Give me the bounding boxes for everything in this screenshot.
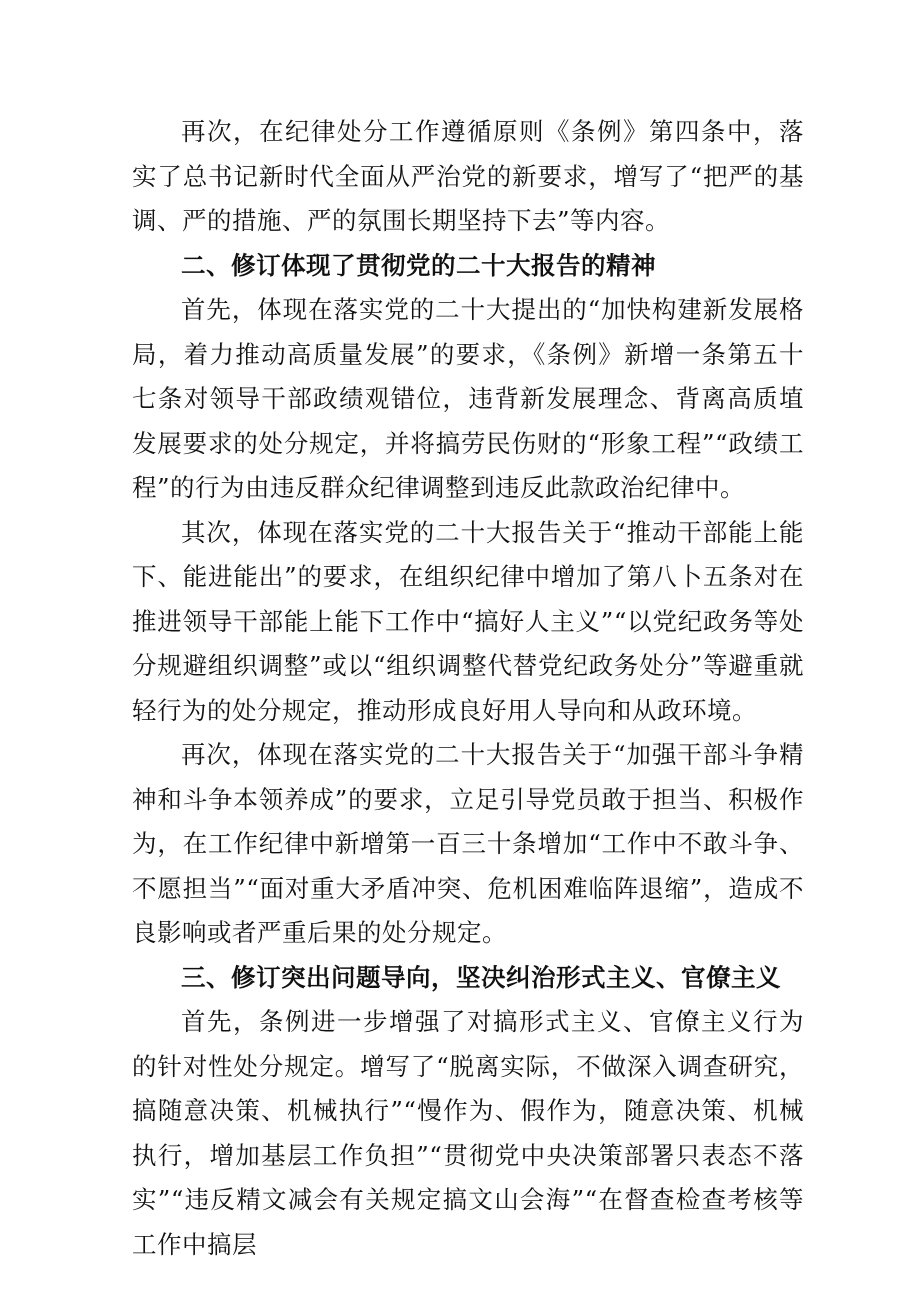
paragraph: 首先，体现在落实党的二十大提出的“加快构建新发展格局，着力推动高质量发展”的要求，《条例》新增一条第五十七条对领导干部政绩观错位，违背新发展理念、背离高质埴发展要求的处分规定，并将搞劳民伤财的“形象工程”“政绩工程”的行为由违反群众纪律调整到违反此款政治纪律中。: [132, 295, 804, 502]
section-heading: 三、修订突出问题导向，坚决纠治形式主义、官僚主义: [181, 962, 781, 992]
section-heading: 二、修订体现了贯彻党的二十大报告的精神: [181, 250, 656, 280]
paragraph: 再次，在纪律处分工作遵循原则《条例》第四条中，落实了总书记新时代全面从严治党的新要求，增写了“把严的基调、严的措施、严的氛围长期坚持下去”等内容。: [132, 117, 804, 235]
paragraph: 其次，体现在落实党的二十大报告关于“推动干部能上能下、能进能出”的要求，在组织纪律中增加了第八卜五条对在推进领导干部能上能下工作中“搞好人主义”“以党纪政务等处分规避组织调整”或以“组织调整代替党纪政务处分”等避重就轻行为的处分规定，推动形成良好用人导向和从政环境。: [132, 517, 804, 725]
paragraph: 首先，条例进一步增强了对搞形式主义、官僚主义行为的针对性处分规定。增写了“脱离实际，不做深入调查研究，搞随意决策、机械执行”“慢作为、假作为，随意决策、机械执行，增加基层工作负担”“贯彻党中央决策部署只表态不落实”“违反精文减会有关规定搞文山会海”“在督查检查考核等工作中搞层: [132, 1007, 804, 1259]
paragraph: 再次，体现在落实党的二十大报告关于“加强干部斗争精神和斗争本领养成”的要求，立足引导党员敢于担当、积极作为，在工作纪律中新增第一百三十条增加“工作中不敢斗争、不愿担当”“面对重大矛盾冲突、危机困难临阵退缩”，造成不良影响或者严重后果的处分规定。: [132, 740, 804, 947]
document-body: [132, 110, 804, 1267]
